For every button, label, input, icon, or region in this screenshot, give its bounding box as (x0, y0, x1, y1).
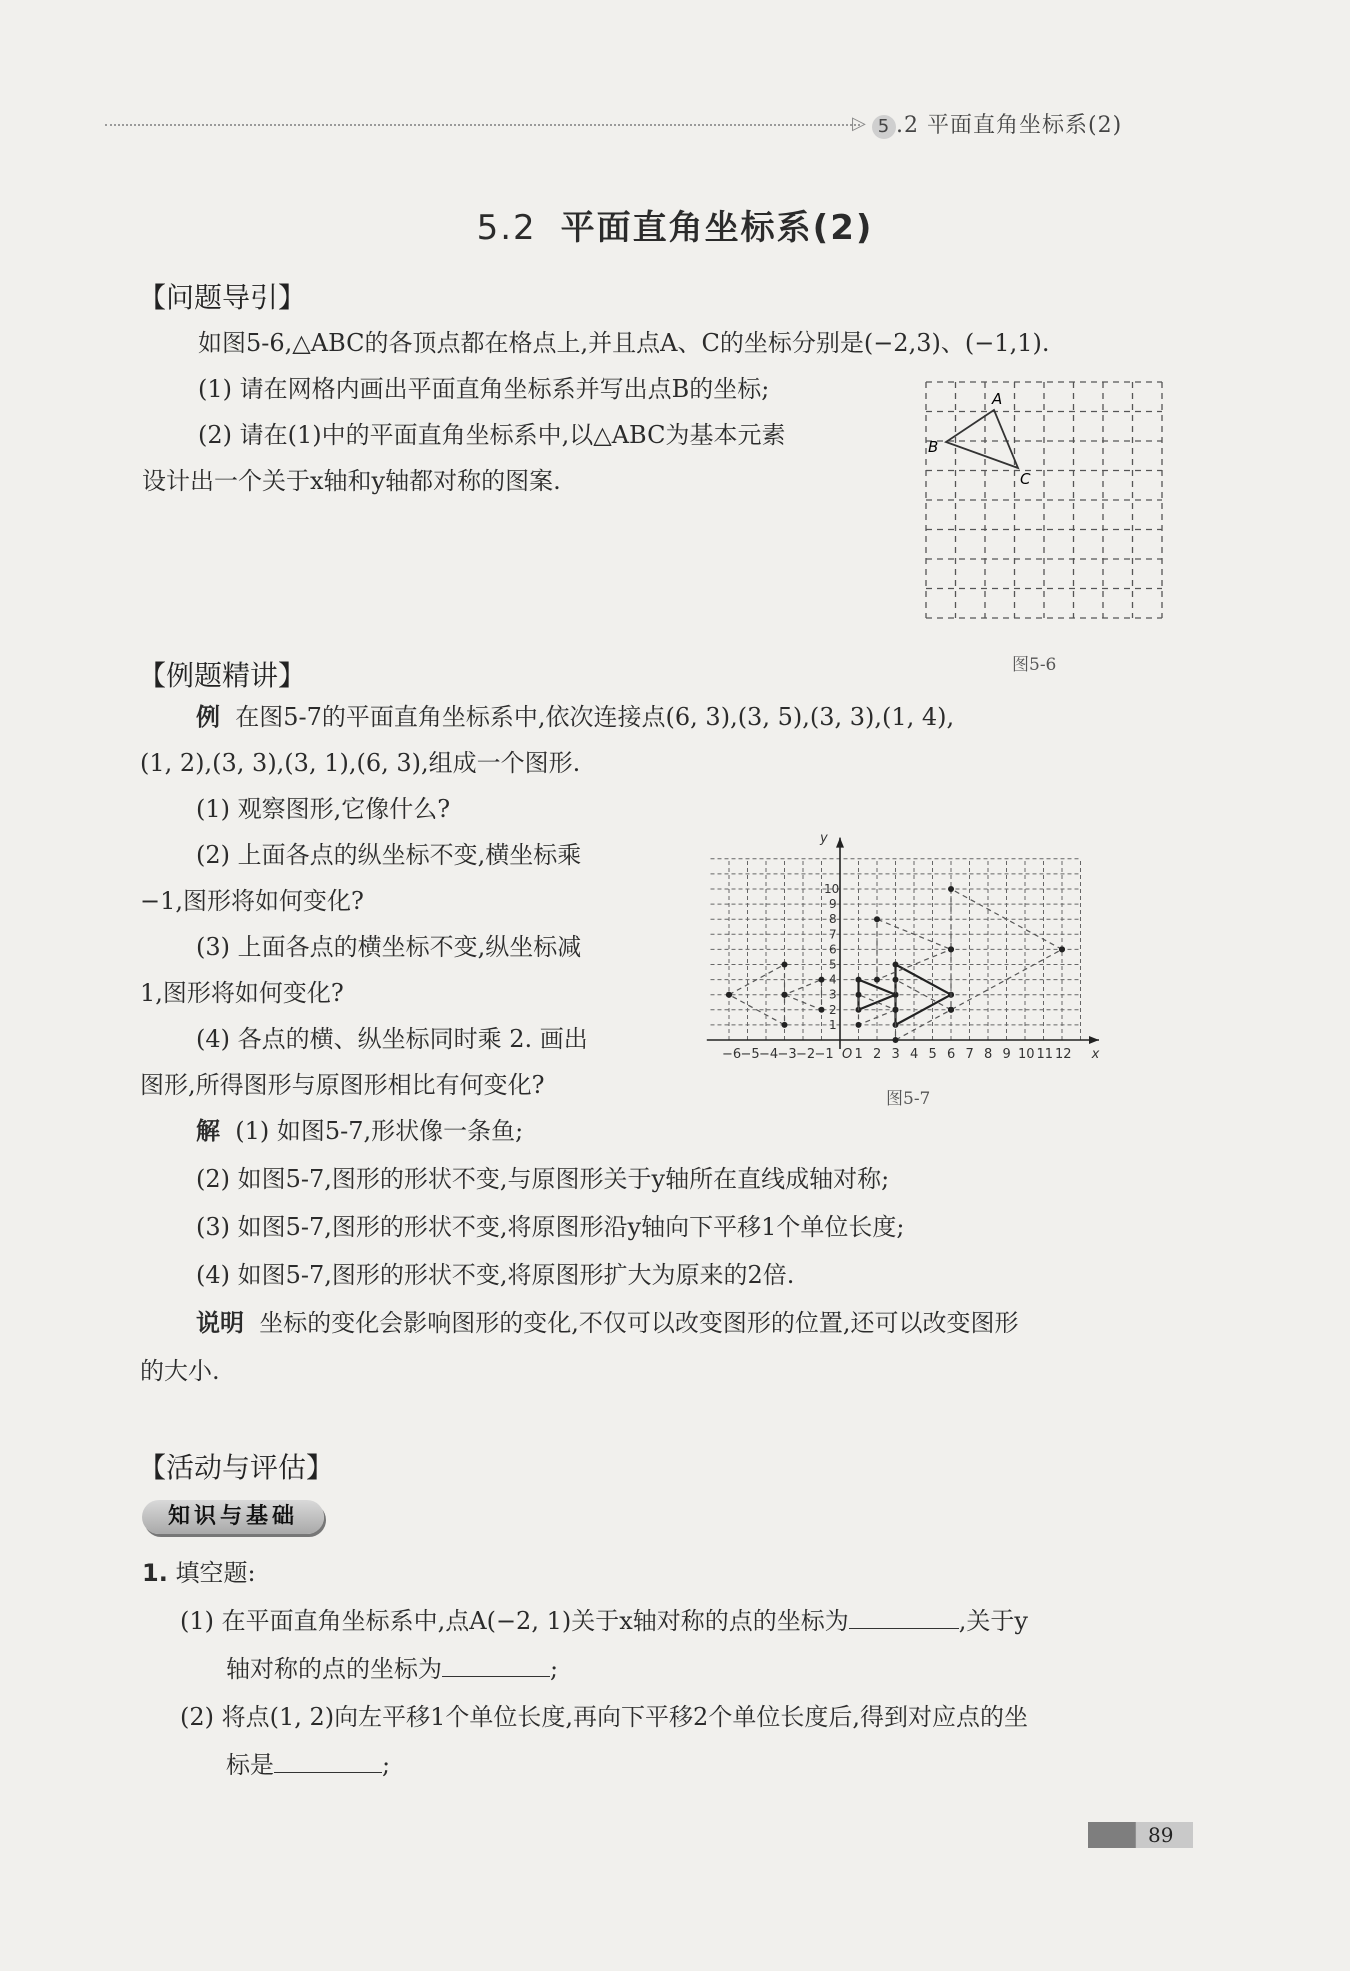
example-q1: (1) 观察图形,它像什么? (196, 795, 451, 823)
solution-1: 解 (1) 如图5-7,形状像一条鱼; (196, 1117, 524, 1145)
page-number-box (1088, 1822, 1193, 1848)
y-tick-label: 1 (829, 1017, 837, 1032)
fig-5-6-gridlines (926, 382, 1162, 618)
running-header: 5 .2 平面直角坐标系(2) (872, 108, 1122, 139)
x-axis-label: x (1091, 1047, 1100, 1062)
x-tick-label: 5 (928, 1047, 937, 1062)
fig-5-7-tick-labels (722, 831, 1100, 1062)
series-point (782, 962, 788, 968)
answer-blank-2[interactable] (442, 1654, 550, 1677)
example-q4: (4) 各点的横、纵坐标同时乘 2. 画出 (196, 1025, 588, 1053)
series-point (948, 886, 954, 892)
x-tick-label: 1 (854, 1047, 863, 1062)
question-1-item-1: (1) 在平面直角坐标系中,点A(−2, 1)关于x轴对称的点的坐标为 ,关于y (180, 1607, 1028, 1635)
y-tick-label: 10 (824, 882, 840, 896)
y-axis-label: y (820, 831, 828, 847)
example-q2: (2) 上面各点的纵坐标不变,横坐标乘 (196, 841, 582, 869)
series-point (893, 1037, 899, 1043)
label-b: B (928, 438, 939, 456)
x-tick-label: −2 (796, 1047, 816, 1062)
badge-knowledge-basics: 知识与基础 (142, 1500, 324, 1534)
series-point (819, 1007, 825, 1013)
guide-q2-cont: 设计出一个关于x轴和y轴都对称的图案. (142, 467, 561, 495)
x-tick-label: 9 (1002, 1047, 1011, 1062)
example-q3-cont: 1,图形将如何变化? (140, 979, 344, 1007)
guide-q1: (1) 请在网格内画出平面直角坐标系并写出点B的坐标; (198, 375, 770, 403)
section-heading-examples: 【例题精讲】 (138, 659, 307, 692)
series-point (782, 992, 788, 998)
series-point (948, 946, 954, 952)
x-tick-label: −4 (759, 1047, 779, 1062)
solution-4: (4) 如图5-7,图形的形状不变,将原图形扩大为原来的2倍. (196, 1261, 795, 1289)
series-point (856, 1022, 862, 1028)
x-tick-label: 4 (910, 1047, 919, 1062)
y-tick-label: 6 (829, 942, 837, 957)
series-point (893, 1007, 899, 1013)
guide-intro: 如图5-6,△ABC的各顶点都在格点上,并且点A、C的坐标分别是(−2,3)、(−1,1). (198, 329, 1050, 357)
x-tick-label: 8 (984, 1047, 993, 1062)
fig-5-7-caption: 图5-7 (886, 1089, 931, 1109)
label-c: C (1020, 470, 1031, 488)
x-tick-label: 10 (1018, 1047, 1035, 1062)
x-tick-label: 3 (891, 1047, 900, 1062)
question-1-item-2: (2) 将点(1, 2)向左平移1个单位长度,再向下平移2个单位长度后,得到对应点的坐 (180, 1703, 1028, 1731)
origin-label: O (842, 1047, 853, 1062)
chapter-circle: 5 (872, 115, 896, 139)
x-tick-label: 11 (1036, 1047, 1054, 1062)
x-tick-label: 7 (965, 1047, 974, 1062)
fig-5-6-caption: 图5-6 (1012, 655, 1057, 675)
series-point (782, 1022, 788, 1028)
y-tick-label: 2 (829, 1002, 837, 1017)
example-line-2: (1, 2),(3, 3),(3, 1),(6, 3),组成一个图形. (140, 749, 581, 777)
y-tick-label: 3 (829, 987, 837, 1002)
example-q4-cont: 图形,所得图形与原图形相比有何变化? (140, 1071, 545, 1099)
series-point (874, 916, 880, 922)
x-tick-label: −6 (722, 1047, 742, 1062)
y-tick-label: 8 (829, 912, 837, 927)
x-tick-label: 2 (873, 1047, 882, 1062)
answer-blank-1[interactable] (849, 1606, 959, 1629)
header-arrow-icon: ▷ (852, 113, 866, 134)
header-rule (105, 124, 860, 126)
page-number: 89 (1148, 1823, 1174, 1847)
question-1-item-2-cont: 标是 ; (226, 1751, 391, 1779)
series-point (726, 992, 732, 998)
triangle-abc (946, 410, 1018, 468)
y-tick-label: 7 (829, 927, 837, 942)
series-point (893, 977, 899, 983)
section-heading-guide: 【问题导引】 (138, 281, 307, 314)
x-axis-arrow-icon (1089, 1036, 1099, 1044)
solution-2: (2) 如图5-7,图形的形状不变,与原图形关于y轴所在直线成轴对称; (196, 1165, 890, 1193)
label-a: A (992, 390, 1003, 408)
x-tick-label: 6 (947, 1047, 956, 1062)
series-point (856, 977, 862, 983)
series-point (893, 962, 899, 968)
solution-3: (3) 如图5-7,图形的形状不变,将原图形沿y轴向下平移1个单位长度; (196, 1213, 905, 1241)
y-tick-label: 9 (829, 897, 837, 912)
series-point (856, 992, 862, 998)
series-point (874, 977, 880, 983)
series-point (1059, 946, 1065, 952)
note-line-2: 的大小. (140, 1357, 220, 1385)
y-axis-arrow-icon (836, 838, 844, 848)
x-tick-label: −5 (740, 1047, 760, 1062)
answer-blank-3[interactable] (274, 1750, 382, 1773)
example-q2-cont: −1,图形将如何变化? (140, 887, 364, 915)
x-tick-label: −1 (814, 1047, 834, 1062)
series-point (948, 1007, 954, 1013)
example-line-1: 例 在图5-7的平面直角坐标系中,依次连接点(6, 3),(3, 5),(3, 3),(1, 4), (196, 703, 955, 731)
note-line-1: 说明 坐标的变化会影响图形的变化,不仅可以改变图形的位置,还可以改变图形 (196, 1309, 1019, 1337)
series-point (819, 977, 825, 983)
y-tick-label: 4 (829, 972, 837, 987)
fig-5-7-chart (668, 790, 1168, 1080)
example-q3: (3) 上面各点的横坐标不变,纵坐标减 (196, 933, 582, 961)
page-title: 5.2 平面直角坐标系(2) (476, 208, 874, 248)
question-1-item-1-cont: 轴对称的点的坐标为 ; (226, 1655, 559, 1683)
guide-q2: (2) 请在(1)中的平面直角坐标系中,以△ABC为基本元素 (198, 421, 786, 449)
x-tick-label: 12 (1055, 1047, 1072, 1062)
section-heading-activities: 【活动与评估】 (138, 1451, 335, 1484)
x-tick-label: −3 (777, 1047, 797, 1062)
y-tick-label: 5 (829, 957, 837, 972)
question-1-title: 1. 填空题: (142, 1559, 256, 1587)
fig-5-6-grid (920, 378, 1170, 623)
